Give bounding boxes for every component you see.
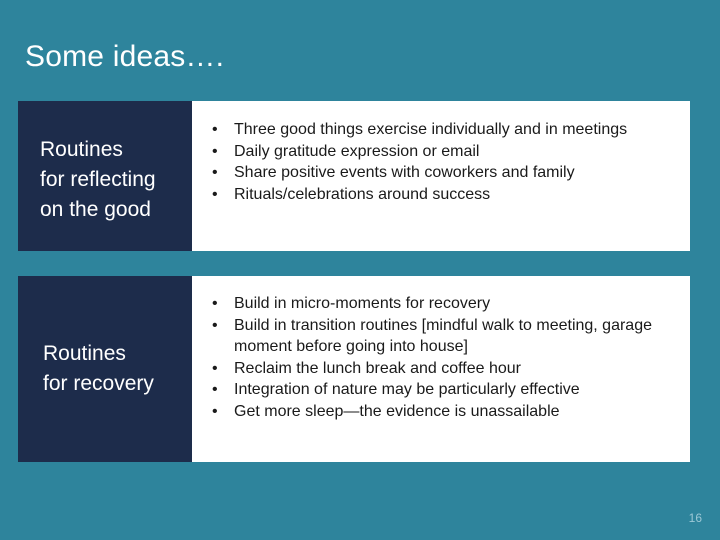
bullet-icon: • xyxy=(212,185,218,203)
bullet-item xyxy=(210,358,682,380)
bullet-list xyxy=(210,293,682,422)
bullet-text: Daily gratitude expression or email xyxy=(234,142,480,160)
bullet-text: Reclaim the lunch break and coffee hour xyxy=(234,359,521,377)
slide-title: Some ideas…. xyxy=(25,40,225,73)
bullet-icon: • xyxy=(212,121,218,138)
bullet-text: Share positive events with coworkers and family xyxy=(234,164,575,181)
bullet-text: Rituals/celebrations around success xyxy=(234,185,491,203)
bullet-item xyxy=(210,293,682,315)
bullet-text: Build in micro-moments for recovery xyxy=(234,295,491,312)
bullet-item xyxy=(210,379,682,401)
section-label: Routines for recovery xyxy=(43,342,154,395)
bullet-list xyxy=(210,119,682,205)
bullet-item xyxy=(210,119,682,141)
bullet-item xyxy=(210,141,682,163)
section-label-box xyxy=(18,276,192,462)
bullet-icon: • xyxy=(212,316,218,334)
bullet-text: Get more sleep—the evidence is unassailable xyxy=(234,402,560,420)
section-recovery xyxy=(18,276,690,462)
bullet-icon: • xyxy=(212,402,218,420)
bullet-item xyxy=(210,315,682,358)
page-number: 16 xyxy=(688,511,702,525)
section-content-box xyxy=(192,276,690,462)
bullet-item xyxy=(210,184,682,206)
section-reflecting xyxy=(18,101,690,251)
bullet-icon: • xyxy=(212,164,218,181)
section-label-box xyxy=(18,101,192,251)
bullet-icon: • xyxy=(212,142,218,160)
section-label: Routines for reflecting on the good xyxy=(40,138,156,221)
bullet-item xyxy=(210,401,682,423)
bullet-icon: • xyxy=(212,295,218,312)
bullet-item xyxy=(210,162,682,184)
bullet-icon: • xyxy=(212,359,218,377)
section-content-box xyxy=(192,101,690,251)
bullet-text: Build in transition routines [mindful walk to meeting, garage moment before going into house] xyxy=(234,316,652,355)
bullet-text: Integration of nature may be particularly effective xyxy=(234,381,580,398)
bullet-icon: • xyxy=(212,381,218,398)
bullet-text: Three good things exercise individually and in meetings xyxy=(234,121,628,138)
